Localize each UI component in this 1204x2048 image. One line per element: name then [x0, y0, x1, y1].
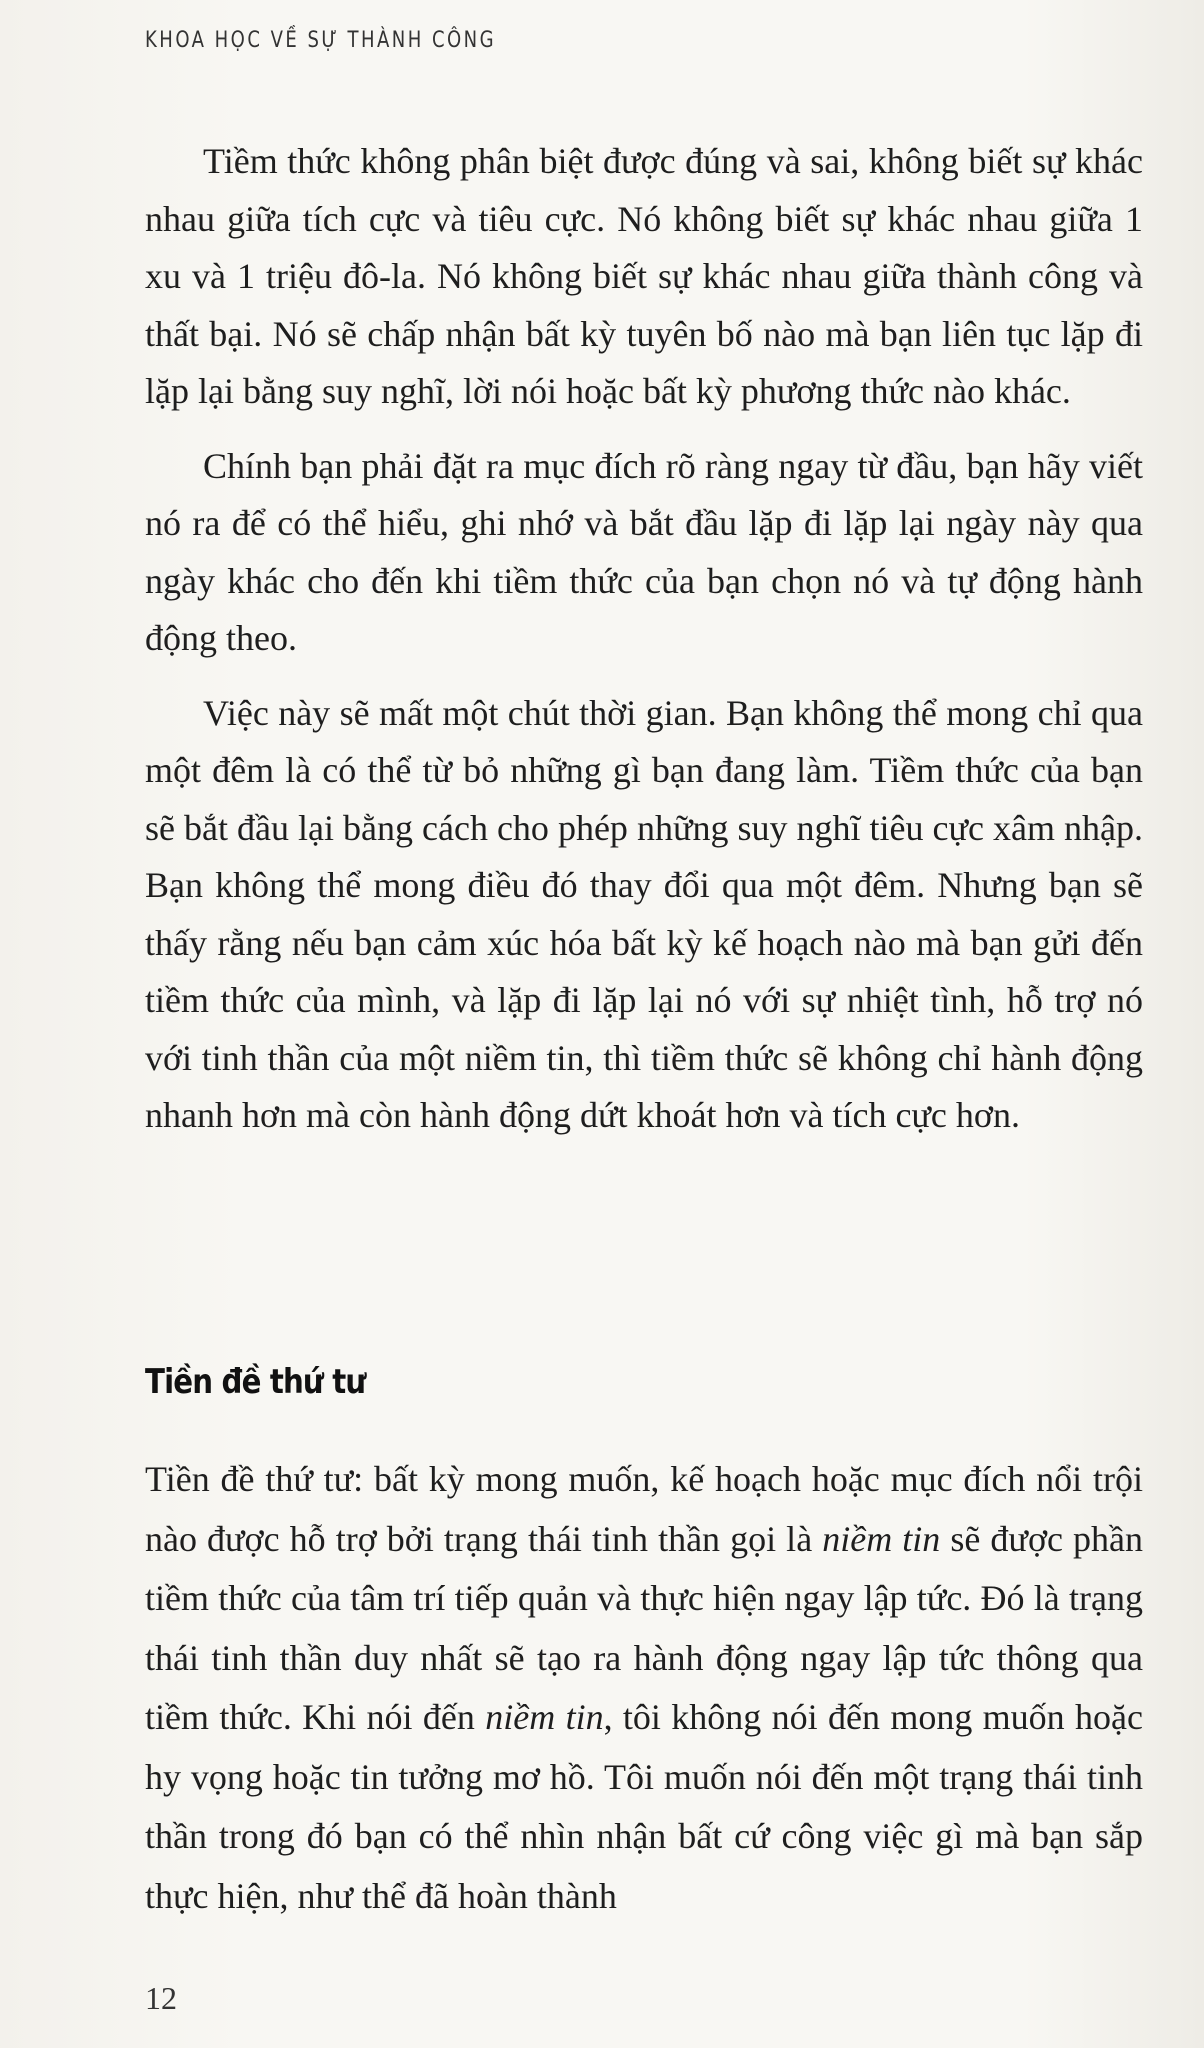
body-text: [145, 133, 1143, 1145]
section-paragraph: [145, 1450, 1143, 1926]
paragraph-3: Việc này sẽ mất một chút thời gian. Bạn không thể mong chỉ qua một đêm là có thể từ bỏ những gì bạn đang làm. Tiềm thức của bạn sẽ bắt đầu lại bằng cách cho phép những suy nghĩ tiêu cực xâm nhập. Bạn không thể mong điều đó thay đổi qua một đêm. Nhưng bạn sẽ thấy rằng nếu bạn cảm xúc hóa bất kỳ kế hoạch nào mà bạn gửi đến tiềm thức của mình, và lặp đi lặp lại nó với sự nhiệt tình, hỗ trợ nó với tinh thần của một niềm tin, thì tiềm thức sẽ không chỉ hành động nhanh hơn mà còn hành động dứt khoát hơn và tích cực hơn.: [145, 692, 1143, 1135]
section-text-part-1: Tiền đề thứ tư: bất kỳ mong muốn, kế hoạch hoặc mục đích nổi trội nào được hỗ trợ bởi trạng thái tinh thần gọi là: [145, 1459, 1143, 1559]
emphasis-niem-tin-2: niềm tin: [485, 1697, 604, 1737]
page-number: 12: [145, 1980, 177, 2016]
section-heading: Tiền đề thứ tư: [145, 1362, 366, 1402]
running-header: KHOA HỌC VỀ SỰ THÀNH CÔNG: [145, 28, 497, 53]
section-body: [145, 1450, 1143, 1926]
section-text-part-3: , tôi không nói đến mong muốn hoặc hy vọng hoặc tin tưởng mơ hồ. Tôi muốn nói đến một trạng thái tinh thần trong đó bạn có thể nhìn nhận bất cứ công việc gì mà bạn sắp thực hiện, như thể đã hoàn thành: [145, 1697, 1143, 1916]
section-text-part-2: sẽ được phần tiềm thức của tâm trí tiếp quản và thực hiện ngay lập tức. Đó là trạng thái tinh thần duy nhất sẽ tạo ra hành động ngay lập tức thông qua tiềm thức. Khi nói đến: [145, 1518, 1144, 1737]
paragraph-1: Tiềm thức không phân biệt được đúng và sai, không biết sự khác nhau giữa tích cực và tiêu cực. Nó không biết sự khác nhau giữa 1 xu và 1 triệu đô-la. Nó không biết sự khác nhau giữa thành công và thất bại. Nó sẽ chấp nhận bất kỳ tuyên bố nào mà bạn liên tục lặp đi lặp lại bằng suy nghĩ, lời nói hoặc bất kỳ phương thức nào khác.: [145, 141, 1143, 411]
paragraph-2: Chính bạn phải đặt ra mục đích rõ ràng ngay từ đầu, bạn hãy viết nó ra để có thể hiểu, ghi nhớ và bắt đầu lặp đi lặp lại ngày này qua ngày khác cho đến khi tiềm thức của bạn chọn nó và tự động hành động theo.: [145, 445, 1143, 658]
emphasis-niem-tin-1: niềm tin: [822, 1518, 941, 1559]
